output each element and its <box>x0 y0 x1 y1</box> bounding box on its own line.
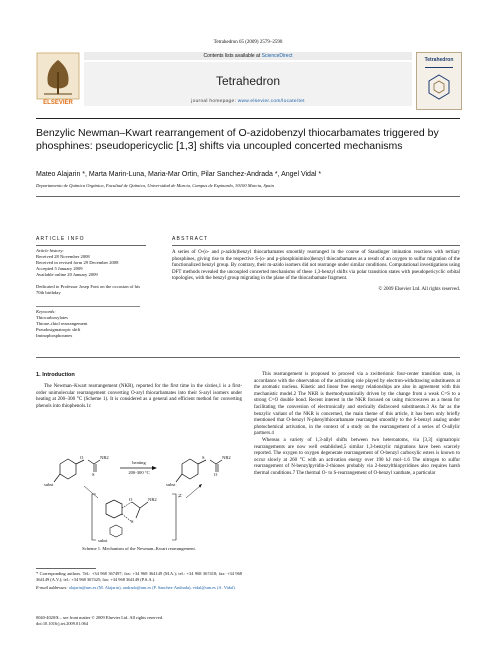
journal-cover <box>416 52 462 110</box>
scheme-1-drawing <box>36 442 242 552</box>
abstract <box>172 236 460 294</box>
keyword-3: Pseudosigmatropic shift <box>36 327 81 332</box>
footnotes <box>36 571 242 590</box>
product-o-label: O <box>214 472 218 477</box>
ts-ring <box>106 500 122 518</box>
sciencedirect-link[interactable]: ScienceDirect <box>261 53 293 59</box>
contents-line <box>84 52 412 60</box>
history-4: Available online 20 January 2009 <box>36 272 98 277</box>
history-1: Received 28 November 2008 <box>36 254 90 259</box>
arrow-label-top: heating <box>132 460 146 465</box>
publisher-name: ELSEVIER <box>43 100 73 106</box>
corresponding-note: * Corresponding authors. Tel.: +34 968 367497; fax: +34 968 364149 (M.A.); tel.: +34 968 367418; fax: +34 968 364149 (A.V.); tel.: +34 968 367425; fax: +34 968 364149 (P.S.A.). <box>36 571 242 582</box>
ts-nr2-label: NR2 <box>148 497 157 502</box>
doi-line: doi:10.1016/j.tet.2009.01.064 <box>36 620 89 626</box>
reactant-nr2-label: NR2 <box>100 455 109 460</box>
scheme-1 <box>36 442 242 562</box>
article-info-heading: ARTICLE INFO <box>36 236 85 242</box>
right-paragraph-2: Whereas a variety of 1,3-allyl shifts between two heteroatoms, via [3,3] sigmatropic rearrangements are now well established,5 similar 1,3-benzylic migrations have been scarcely reported. The oxygen to oxygen degenerate rearrangement of O-benzyl carboxylic esters is known to occur slowly at 260 °C with an activation energy over 190 kJ mol−1.6 The nitrogen to sulfur rearrangement of N-benzylpyridin-2-thiones probably via 2-benzylthiopyridines also requires harsh thermal conditions.7 The thermal O- to S-rearrangement of O-benzyl xanthate, a particular <box>254 437 460 476</box>
cover-rule <box>425 67 453 68</box>
running-header: Tetrahedron 65 (2009) 2579–2590 <box>213 40 283 45</box>
page-footer <box>36 615 242 627</box>
journal-title: Tetrahedron <box>215 74 281 88</box>
article-title: Benzylic Newman–Kwart rearrangement of O-azidobenzyl thiocarbamates triggered by phosphines: pseudopericyclic [1,3] shifts via uncoupled concerted mechanisms <box>36 127 439 152</box>
left-column <box>36 372 242 410</box>
right-paragraph-1: This rearrangement is proposed to proceed via a zwitterionic four-center transition state, in accordance with the observation of the activating role played by electron-withdrawing substituents at the aromatic nucleus. Kinetic and linear free energy relationships are also in agreement with this mechanistic model.2 The NKR is thermodynamically driven by the change from a weak C=S to a strong C=O double bond. Recent interest in the NKR focused on using microwaves as a mean for facilitating the conversion of electronically and sterically disfavored substituents.3 As far as the benzylic variant of the NKR is concerned, the main theme of this article, it has been only briefly mentioned that O-benzyl N-phenylthiocarbamate rearranged smoothly to the S-benzyl analog under photochemical activation, in the context of a study on the rearrangement of a series of O-allylic partners.4 <box>254 372 460 437</box>
email-note <box>36 585 242 591</box>
reactant-ring <box>60 459 76 479</box>
info-rule <box>36 245 146 246</box>
ts-bracket-left <box>92 494 96 540</box>
ts-neq-symbol: ≠ <box>178 492 182 500</box>
intro-paragraph-1: The Newman–Kwart rearrangement (NKR), reported for the first time in the sixties,1 is a first-order unimolecular rearrangement converting O-aryl thiocarbamates into their S-aryl isomers under heating at 200–300 °C (Scheme 1). It is considered as a general and efficient method for converting phenols into thiophenols.1c <box>36 384 242 409</box>
abstract-heading: ABSTRACT <box>172 236 209 242</box>
email-label: E-mail addresses: <box>36 584 69 590</box>
arrow-label-bottom: 200-300 °C <box>128 470 150 475</box>
keyword-1: Thiocarboxylates <box>36 315 68 320</box>
author-list: Mateo Alajarin *, Marta Marin-Luna, Maria-Mar Ortin, Pilar Sanchez-Andrada *, Angel Vidal * <box>36 171 322 178</box>
product-s-label: S <box>202 455 205 460</box>
issn-line: 0040-4020/$ – see front matter © 2009 Elsevier Ltd. All rights reserved. <box>36 615 164 620</box>
copyright: © 2009 Elsevier Ltd. All rights reserved. <box>378 286 460 292</box>
reactant-subst-label: subst <box>44 482 54 487</box>
abstract-end-rule <box>36 357 460 358</box>
scheme-caption: Scheme 1. Mechanism of the Newman–Kwart rearrangement. <box>82 546 196 551</box>
ts-bracket-right <box>172 494 176 540</box>
cover-title: Tetrahedron <box>424 57 454 63</box>
product-nr2-label: NR2 <box>222 455 231 460</box>
keyword-2: Thione–thiol rearrangement <box>36 321 88 326</box>
contents-prefix: Contents lists available at <box>203 53 262 59</box>
ts-subst-ring <box>110 525 122 537</box>
ts-subst-label: subst <box>98 538 108 543</box>
elsevier-logo <box>36 52 80 108</box>
ts-s-label: S <box>131 519 134 524</box>
footnote-rule <box>36 568 96 569</box>
history-2: Received in revised form 29 December 2008 <box>36 260 119 265</box>
cover-structure-icon <box>427 73 451 101</box>
email-addresses[interactable]: alajarin@um.es (M. Alajarin), andrada@um.es (P. Sanchez-Andrada), vidal@um.es (A. Vidal). <box>68 584 236 590</box>
history-label: Article history: <box>36 248 64 253</box>
keywords-label: Keywords: <box>36 309 56 314</box>
banner-rule <box>36 118 460 119</box>
contents-band <box>84 52 412 60</box>
journal-homepage <box>84 99 412 104</box>
affiliation-rule <box>36 196 460 197</box>
journal-title-box <box>84 62 412 106</box>
product-subst-label: subst <box>166 482 176 487</box>
article-info <box>36 236 146 339</box>
homepage-link[interactable]: www.elsevier.com/locate/tet <box>237 99 305 104</box>
keywords-rule <box>36 306 140 307</box>
keyword-4: Iminophosphoranes <box>36 333 73 338</box>
intro-heading: 1. Introduction <box>36 372 75 378</box>
affiliation: Departamento de Química Orgánica, Facultad de Química, Universidad de Murcia, Campus de Espinardo, 30100 Murcia, Spain <box>36 183 274 188</box>
journal-banner <box>36 52 460 112</box>
product-ring <box>182 459 198 479</box>
right-column <box>254 372 460 478</box>
dedication: Dedicated to Professor Josep Font on the occasion of his 70th birthday <box>36 284 140 295</box>
abstract-rule <box>172 245 460 246</box>
ts-o-label: O <box>129 497 133 502</box>
reactant-o-label: O <box>80 455 84 460</box>
reactant-s-label: S <box>92 472 95 477</box>
abstract-text: A series of O-(o- and p-azido)benzyl thiocarbamates smoothly rearranged in the course of Staudinger imination reactions with tertiary phosphines, giving rise to the respective S-(o- and p-phosphinimino)benzyl thiocarbamates as a result of an oxygen to sulfur migration of the functionalized benzyl group. By contrary, their m-azido isomers did not rearrange under similar conditions. Computational investigations using DFT methods revealed the uncoupled concerted mechanisms of these 1,3-benzyl shifts via polar transition states with pseudopericyclic orbital topologies, with the benzyl group migrating in the plane of the thiocarbamate fragment. <box>172 250 460 282</box>
homepage-prefix: journal homepage: <box>191 99 238 104</box>
history-3: Accepted 5 January 2009 <box>36 266 83 271</box>
